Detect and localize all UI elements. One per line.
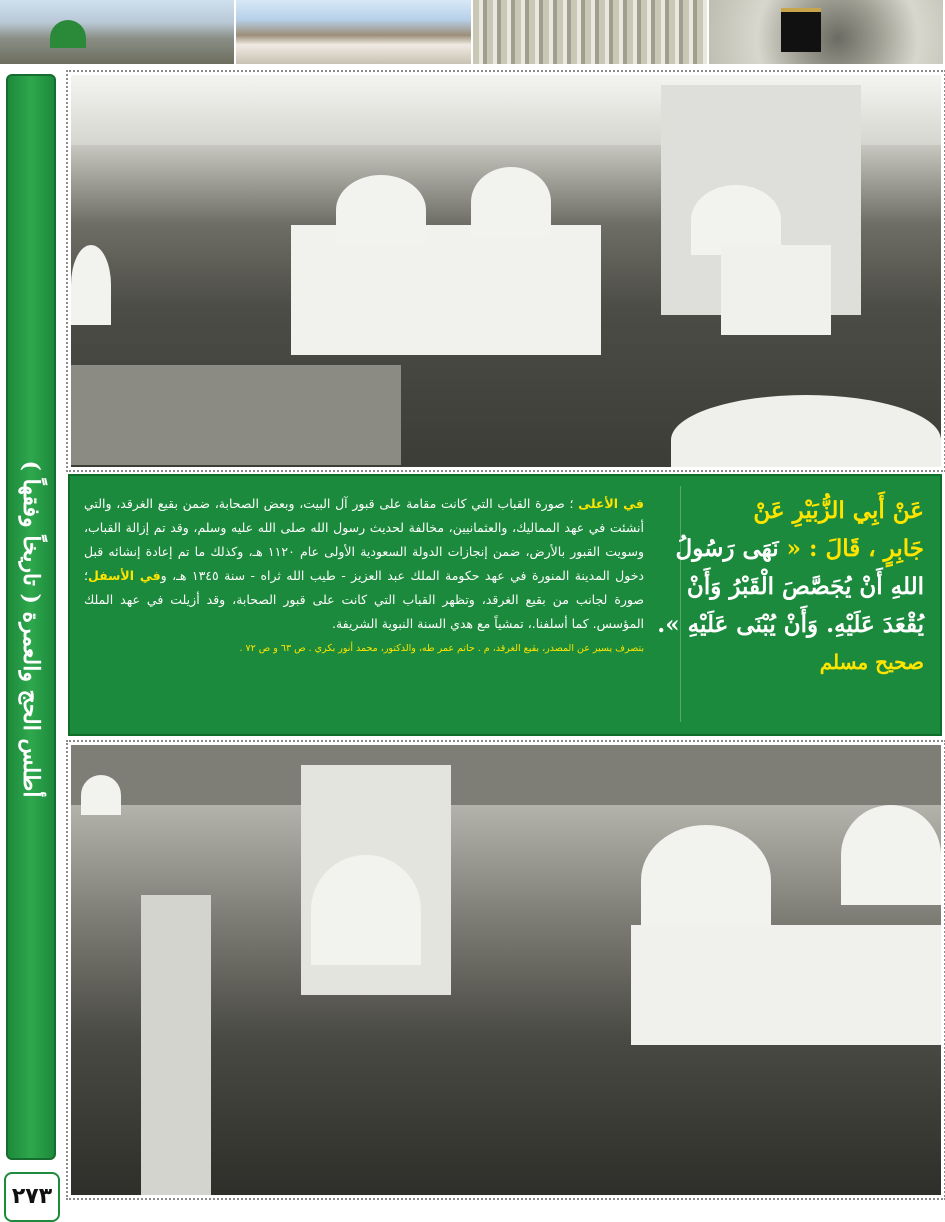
sidebar <box>0 68 60 1209</box>
sidebar-title-panel <box>6 74 56 1160</box>
photo-top-baqi-domes <box>68 72 944 470</box>
text-top: ؛ صورة القباب التي كانت مقامة على قبور آل البيت، وبعض الصحابة، ضمن بقيع الغرقد، والتي أنشئت في عهد المماليك، والعثمانيين، مخالفة لحديث رسول الله صلى الله عليه وسلم، وقد تم إزالة القباب، وسويت القبور بالأرض، ضمن إنجازات الدولة السعودية الأولى عام ١١٢٠ هـ، وكذلك ما تم إعادة إنشائه قبل دخول المدينة المنورة في عهد حكومة الملك عبد العزيز - طيب الله ثراه - سنة ١٣٤٥ هـ، و <box>84 496 644 583</box>
green-dome-icon <box>50 20 86 48</box>
hadith-line-1: عَنْ أَبِي الزُّبَيْرِ عَنْ <box>753 497 924 524</box>
header-banner <box>0 0 945 64</box>
banner-photo-kaaba <box>709 0 945 64</box>
hadith-line-4: يُقْعَدَ عَلَيْهِ. وَأَنْ يُبْنَى عَلَيْهِ ». <box>657 611 924 638</box>
label-top: في الأعلى <box>578 496 644 511</box>
hadith-line-2 <box>656 530 924 568</box>
photo-bottom-baqi-graves <box>68 742 944 1198</box>
source-reference: بتصرف يسير عن المصدر، بقيع الغرقد، م . حاتم عمر طه، والدكتور، محمد أنور بكري . ص ٦٣ و ص ٧٢ . <box>239 643 644 654</box>
banner-photo-arafat <box>236 0 472 64</box>
hadith-source: صحيح مسلم <box>819 650 924 674</box>
page-number: ٢٧٣ <box>4 1172 60 1222</box>
hadith-line-2a: جَابِرٍ ، قَالَ : « <box>778 535 924 562</box>
kaaba-icon <box>781 8 821 52</box>
label-bottom: في الأسفل <box>87 568 161 583</box>
photo-description <box>84 492 644 658</box>
hadith-line-2b: نَهَى رَسُولُ <box>675 535 779 562</box>
banner-photo-mina <box>473 0 709 64</box>
text-bottom: ؛ صورة لجانب من بقيع الغرقد، وتظهر القباب التي كانت على قبور الصحابة، وقد أزيلت في عهد الملك المؤسس. كما أسلفنا.، تمشياً مع هدي السنة النبوية الشريفة. <box>84 568 644 631</box>
caption-panel <box>68 474 942 736</box>
banner-photo-madinah <box>0 0 236 64</box>
hadith-line-3: اللهِ أَنْ يُجَصَّصَ الْقَبْرُ وَأَنْ <box>686 573 924 600</box>
hadith-text <box>656 492 924 674</box>
book-title: أطلس الحج والعمرة ( تاريخاً وفقهاً ) <box>18 460 44 798</box>
